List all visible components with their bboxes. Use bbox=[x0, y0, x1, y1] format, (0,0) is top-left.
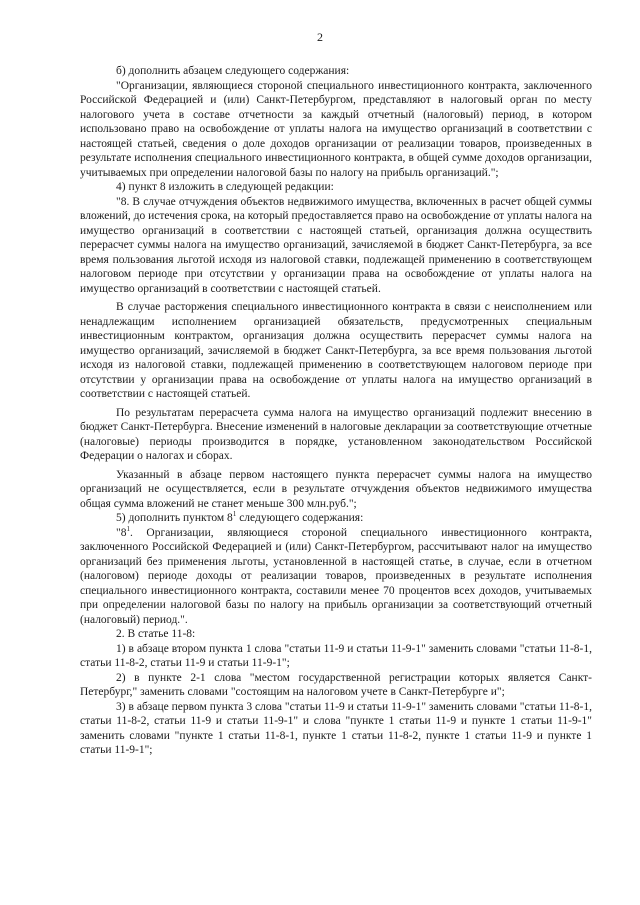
paragraph-article-11-8: 2. В статье 11-8: bbox=[116, 628, 196, 640]
paragraph-item-5-before: 5) дополнить пунктом 8 bbox=[116, 512, 233, 524]
paragraph-item-5-after: следующего содержания: bbox=[236, 512, 364, 524]
page-number: 2 bbox=[317, 30, 323, 44]
paragraph-subitem-3: 3) в абзаце первом пункта 3 слова "статьи 11-9 и статьи 11-9-1" заменить словами "статьи 11-8-1, статьи 11-8-2, статьи 11-9 и статьи 11-9-1" и слова "пункте 1 статьи 11-9 и пункте 1 статьи 11-9-1" заменить словами "пункте 1 статьи 11-8-1, пункте 1 статьи 11-8-2, пункте 1 статьи 11-9 и пункте 1 статьи 11-9-1"; bbox=[80, 700, 592, 756]
paragraph-point-8-1 bbox=[80, 526, 592, 628]
paragraph-point-8-1-after: . Организации, являющиеся стороной специального инвестиционного контракта, заключенного Российской Федерацией и (или) Санкт-Петербургом, рассчитывают налог на имущество организаций без применения льготы, установленной в настоящей статье, в случае, если в отчетном (налоговом) периоде доходы от реализации товаров, произведенных в результате исполнения специального инвестиционного контракта, составили менее 70 процентов всех доходов, учитываемых при определении налоговой базы по налогу на прибыль организации за соответствующий отчетный (налоговый) период.". bbox=[80, 526, 592, 626]
paragraph-recalculation-exception: Указанный в абзаце первом настоящего пункта перерасчет суммы налога на имущество организаций не осуществляется, если в результате отчуждения объектов недвижимого имущества общая сумма вложений не станет меньше 300 млн.руб."; bbox=[80, 468, 592, 510]
superscript-marker: 1 bbox=[232, 510, 237, 519]
paragraph-subitem-1: 1) в абзаце втором пункта 1 слова "статьи 11-9 и статьи 11-9-1" заменить словами "статьи 11-8-1, статьи 11-8-2, статьи 11-9 и статьи 11-9-1"; bbox=[80, 642, 592, 669]
paragraph-item-5 bbox=[80, 511, 592, 526]
paragraph-point-8: "8. В случае отчуждения объектов недвижимого имущества, включенных в расчет общей суммы вложений, до истечения срока, на который предоставляется право на освобождение от уплаты налога на имущество организаций в соответствии с настоящей статьей, организация должна осуществить перерасчет суммы налога на имущество организаций, зачисляемой в бюджет Санкт-Петербурга, за все время пользования льготой исходя из налоговой ставки, подлежащей применению в соответствующем налоговом периоде при отсутствии у организации права на освобождение от уплаты налога на имущество организаций в соответствии с настоящей статьей. bbox=[80, 195, 592, 295]
superscript-marker: 1 bbox=[126, 524, 130, 533]
paragraph-amendment-b: б) дополнить абзацем следующего содержания: bbox=[116, 65, 350, 77]
paragraph-item-4: 4) пункт 8 изложить в следующей редакции: bbox=[116, 181, 334, 193]
paragraph-point-8-1-before: "8 bbox=[116, 526, 127, 539]
document-body bbox=[80, 64, 592, 758]
paragraph-organizations-reporting: "Организации, являющиеся стороной специального инвестиционного контракта, заключенного Российской Федерацией и (или) Санкт-Петербургом, представляют в налоговый орган по месту налогового учета в составе отчетности за каждый отчетный (налоговый) период, в котором использовано право на освобождение от уплаты налога на имущество организаций в соответствии с настоящей статьей, сведения о доле доходов организации от реализации товаров, произведенных в результате исполнения специального инвестиционного контракта, в общей сумме доходов организации, учитываемых при определении налоговой базы по налогу на прибыль организаций."; bbox=[80, 79, 592, 179]
paragraph-subitem-2: 2) в пункте 2-1 слова "местом государственной регистрации которых является Санкт-Петербург," заменить словами "состоящим на налоговом учете в Санкт-Петербурге и"; bbox=[80, 671, 592, 698]
paragraph-recalculation-result: По результатам перерасчета сумма налога на имущество организаций подлежит внесению в бюджет Санкт-Петербурга. Внесение изменений в налоговые декларации за соответствующие отчетные (налоговые) периоды производится в порядке, установленном законодательством Российской Федерации о налогах и сборах. bbox=[80, 406, 592, 462]
paragraph-contract-termination: В случае расторжения специального инвестиционного контракта в связи с неисполнением или ненадлежащим исполнением организацией обязательств, предусмотренных специальным инвестиционным контрактом, организация должна осуществить перерасчет суммы налога на имущество организаций, зачисляемой в бюджет Санкт-Петербурга, за все время пользования льготой исходя из налоговой ставки, подлежащей применению в соответствующем налоговом периоде при отсутствии у организации права на освобождение от уплаты налога на имущество организаций в соответствии с настоящей статьей. bbox=[80, 301, 592, 400]
